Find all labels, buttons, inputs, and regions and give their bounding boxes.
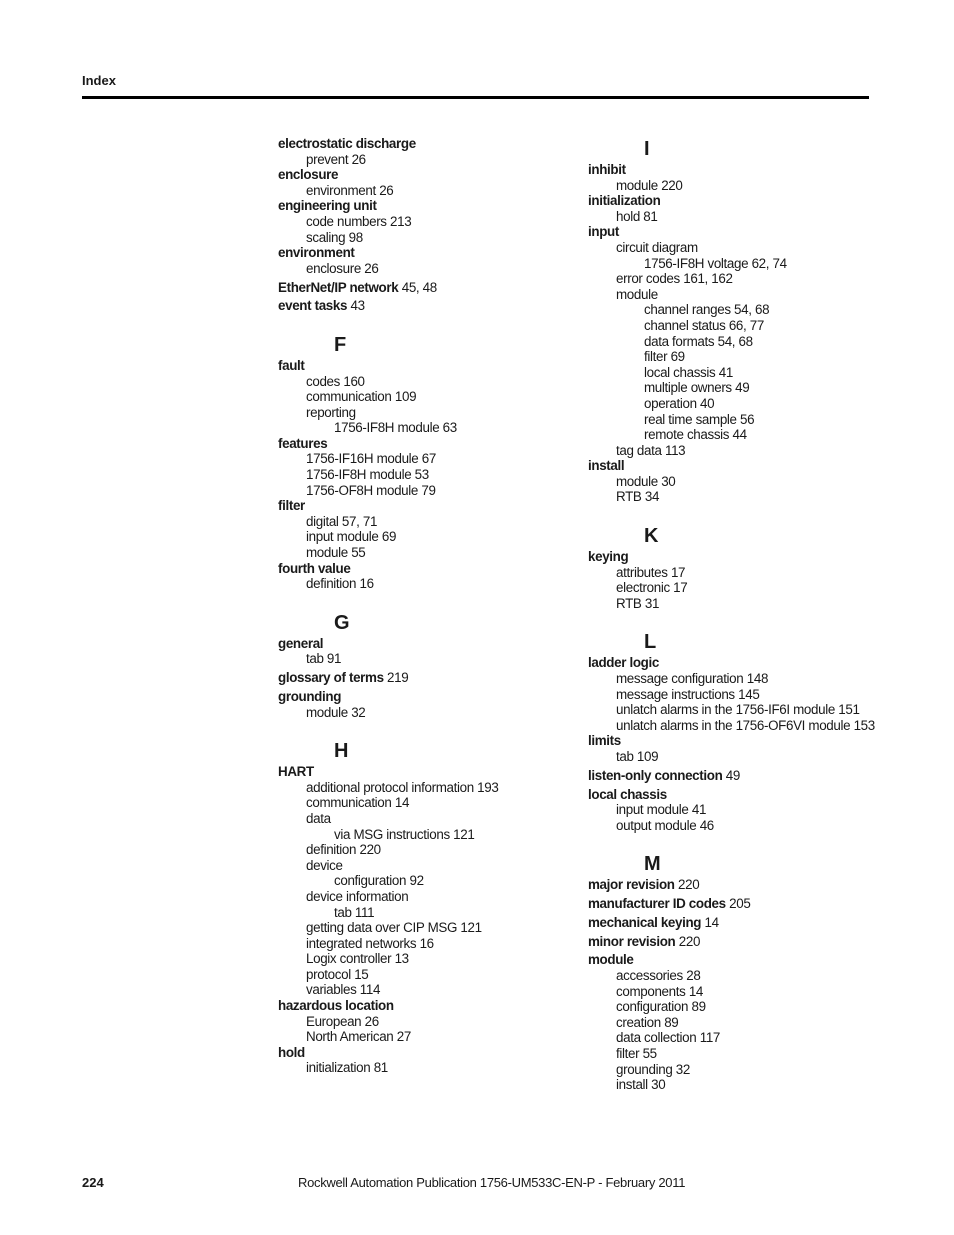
index-term: EtherNet/IP network — [278, 279, 399, 295]
index-page-refs: 43 — [347, 298, 365, 314]
index-letter-heading: H — [334, 740, 349, 763]
index-subentry: message configuration 148 — [616, 671, 769, 687]
index-entry — [588, 458, 878, 474]
index-letter-heading: L — [644, 631, 656, 654]
index-entry — [278, 245, 568, 261]
index-subentry: electronic 17 — [616, 580, 688, 596]
index-subentry: getting data over CIP MSG 121 — [306, 920, 482, 936]
index-entry — [588, 162, 878, 178]
index-subentry: tab 91 — [306, 651, 342, 667]
index-subentry: North American 27 — [306, 1029, 411, 1045]
index-term: general — [278, 635, 324, 651]
index-subentry: unlatch alarms in the 1756-IF6I module 151 — [616, 702, 860, 718]
index-entry — [278, 298, 568, 314]
index-term: features — [278, 435, 328, 451]
index-subentry: local chassis 41 — [644, 364, 733, 380]
index-page-refs: 205 — [725, 896, 751, 912]
index-subentry: output module 46 — [616, 817, 714, 833]
index-entry — [278, 998, 568, 1014]
index-term: mechanical keying — [588, 914, 702, 930]
index-subentry: reporting — [306, 404, 356, 420]
index-entry — [278, 670, 568, 686]
index-column-left — [278, 136, 568, 1076]
index-subentry: initialization 81 — [306, 1060, 388, 1076]
index-term: ladder logic — [588, 655, 659, 671]
index-subentry: error codes 161, 162 — [616, 271, 733, 287]
index-entry — [588, 877, 878, 893]
index-subentry: scaling 98 — [306, 229, 363, 245]
index-page-refs: 45, 48 — [398, 279, 437, 295]
index-subentry: definition 220 — [306, 842, 381, 858]
index-subentry: accessories 28 — [616, 968, 701, 984]
index-page-refs: 219 — [383, 670, 409, 686]
index-subentry: RTB 34 — [616, 489, 660, 505]
index-entry — [588, 733, 878, 749]
index-subentry: operation 40 — [644, 395, 715, 411]
index-term: environment — [278, 245, 355, 261]
index-term: HART — [278, 764, 314, 780]
index-subentry: 1756-IF8H voltage 62, 74 — [644, 255, 787, 271]
index-entry — [588, 934, 878, 950]
index-subentry: 1756-IF16H module 67 — [306, 451, 436, 467]
index-subentry: module — [616, 286, 658, 302]
index-subentry: protocol 15 — [306, 966, 369, 982]
index-subentry: components 14 — [616, 983, 704, 999]
index-subentry: channel ranges 54, 68 — [644, 302, 770, 318]
index-subentry: tab 111 — [334, 904, 375, 920]
index-term: filter — [278, 498, 305, 514]
index-term: install — [588, 458, 625, 474]
index-term: listen-only connection — [588, 767, 723, 783]
index-subentry: grounding 32 — [616, 1061, 690, 1077]
index-entry — [588, 768, 878, 784]
index-subentry: install 30 — [616, 1077, 666, 1093]
index-subentry: filter 69 — [644, 349, 685, 365]
index-term: keying — [588, 549, 629, 565]
index-entry — [588, 549, 878, 565]
index-subentry: environment 26 — [306, 182, 394, 198]
index-subentry: tab 109 — [616, 749, 659, 764]
index-subentry: configuration 92 — [334, 873, 424, 889]
index-entry — [278, 136, 568, 152]
index-subentry: digital 57, 71 — [306, 513, 378, 529]
index-subentry: module 55 — [306, 545, 366, 561]
index-term: manufacturer ID codes — [588, 896, 726, 912]
running-header: Index — [82, 73, 116, 88]
index-term: inhibit — [588, 162, 626, 177]
index-subentry: enclosure 26 — [306, 260, 379, 276]
index-subentry: creation 89 — [616, 1014, 679, 1030]
index-entry — [278, 498, 568, 514]
index-letter-heading: F — [334, 333, 346, 356]
index-term: minor revision — [588, 933, 676, 949]
index-subentry: multiple owners 49 — [644, 380, 750, 396]
index-term: input — [588, 224, 619, 240]
index-letter-heading: M — [644, 853, 661, 876]
index-subentry: RTB 31 — [616, 595, 660, 611]
index-term: event tasks — [278, 298, 348, 314]
index-subentry: hold 81 — [616, 208, 658, 224]
index-subentry: 1756-IF8H module 53 — [306, 467, 429, 483]
index-page-refs: 49 — [722, 767, 740, 783]
index-subentry: message instructions 145 — [616, 686, 760, 702]
index-subentry: filter 55 — [616, 1046, 657, 1062]
index-subentry: module 220 — [616, 177, 683, 193]
index-entry — [588, 952, 878, 968]
index-entry — [278, 198, 568, 214]
index-entry — [588, 224, 878, 240]
index-subentry: 1756-IF8H module 63 — [334, 420, 457, 436]
index-subentry: unlatch alarms in the 1756-OF6VI module 153 — [616, 717, 875, 733]
index-entry — [278, 764, 568, 780]
index-subentry: device information — [306, 888, 409, 904]
index-term: enclosure — [278, 167, 339, 183]
index-subentry: definition 16 — [306, 576, 374, 592]
index-subentry: attributes 17 — [616, 564, 686, 580]
index-letter-heading: I — [644, 138, 650, 160]
index-entry — [278, 167, 568, 183]
index-subentry: tag data 113 — [616, 442, 686, 458]
index-subentry: codes 160 — [306, 373, 365, 389]
index-term: major revision — [588, 877, 675, 893]
index-subentry: via MSG instructions 121 — [334, 826, 475, 842]
index-subentry: additional protocol information 193 — [306, 779, 499, 795]
index-entry — [588, 787, 878, 803]
index-entry — [588, 655, 878, 671]
page-number: 224 — [82, 1175, 104, 1190]
index-subentry: module 30 — [616, 473, 676, 489]
index-subentry: remote chassis 44 — [644, 427, 747, 443]
index-subentry: variables 114 — [306, 982, 381, 998]
index-entry — [588, 193, 878, 209]
index-entry — [278, 280, 568, 296]
index-letter-heading: G — [334, 611, 350, 634]
index-entry — [278, 1045, 568, 1061]
index-entry — [278, 358, 568, 374]
index-term: electrostatic discharge — [278, 136, 416, 151]
index-subentry: data collection 117 — [616, 1030, 721, 1046]
index-subentry: channel status 66, 77 — [644, 317, 764, 333]
index-page-refs: 220 — [674, 877, 700, 893]
index-subentry: code numbers 213 — [306, 213, 412, 229]
index-entry — [278, 436, 568, 452]
index-term: limits — [588, 733, 621, 749]
index-subentry: Logix controller 13 — [306, 951, 409, 967]
index-term: module — [588, 952, 634, 968]
index-entry — [588, 896, 878, 912]
index-term: hazardous location — [278, 998, 394, 1014]
index-subentry: real time sample 56 — [644, 411, 755, 427]
index-term: fourth value — [278, 560, 351, 576]
index-term: glossary of terms — [278, 670, 384, 686]
index-subentry: configuration 89 — [616, 999, 706, 1015]
index-subentry: 1756-OF8H module 79 — [306, 482, 436, 498]
index-entry — [278, 561, 568, 577]
index-subentry: input module 69 — [306, 529, 397, 545]
index-subentry: communication 14 — [306, 795, 410, 811]
index-column-right — [588, 136, 878, 1093]
index-entry — [588, 915, 878, 931]
index-term: initialization — [588, 193, 661, 209]
index-term: engineering unit — [278, 198, 377, 214]
index-subentry: circuit diagram — [616, 239, 698, 255]
index-page-refs: 220 — [675, 933, 701, 949]
index-term: local chassis — [588, 786, 667, 802]
index-subentry: prevent 26 — [306, 151, 366, 167]
index-subentry: device — [306, 857, 343, 873]
index-term: grounding — [278, 688, 342, 704]
index-subentry: integrated networks 16 — [306, 935, 434, 951]
index-subentry: data — [306, 810, 331, 826]
index-subentry: European 26 — [306, 1013, 379, 1029]
index-subentry: module 32 — [306, 704, 366, 720]
index-page-refs: 14 — [701, 914, 719, 930]
publication-footer: Rockwell Automation Publication 1756-UM533C-EN-P - February 2011 — [298, 1175, 686, 1190]
index-subentry: input module 41 — [616, 802, 707, 818]
index-entry — [278, 636, 568, 652]
index-subentry: communication 109 — [306, 389, 417, 405]
index-term: hold — [278, 1044, 305, 1060]
header-rule — [82, 96, 869, 99]
index-term: fault — [278, 357, 305, 373]
index-subentry: data formats 54, 68 — [644, 333, 753, 349]
index-letter-heading: K — [644, 525, 659, 548]
index-entry — [278, 689, 568, 705]
